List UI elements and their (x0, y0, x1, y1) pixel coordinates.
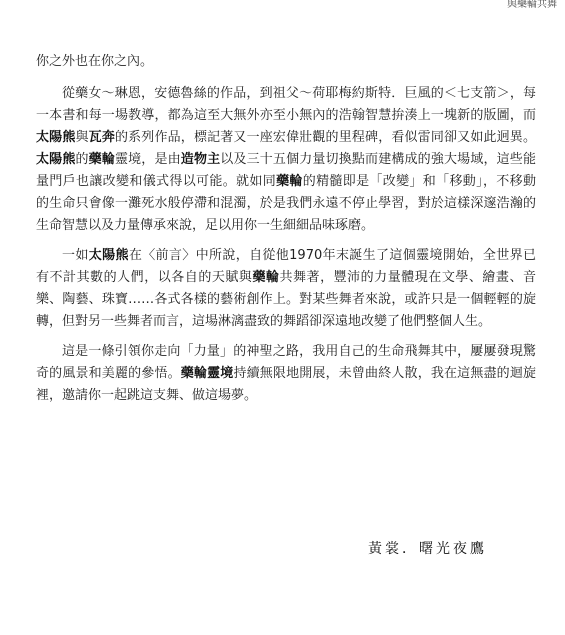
emphasized-term: 太陽熊 (88, 248, 129, 263)
text-run: 在〈前言〉中所說，自從他1970年末誕生了這個靈境開始，全世界已有不計其數的人們，以各自的天賦與 (36, 248, 536, 285)
emphasized-term: 瓦奔 (88, 130, 115, 145)
page-body (36, 51, 536, 415)
author-signature: 黃裳．曙光夜鷹 (368, 541, 487, 557)
text-run: 持續無限地開展，未曾曲終人散，我在這無盡的迴旋裡，邀請你一起跳這支舞、做這場夢。 (36, 366, 536, 403)
paragraph (36, 51, 536, 73)
text-run: 一如 (62, 248, 89, 263)
text-run: 這是一條引領你走向「力量」的神聖之路，我用自己的生命飛舞其中，屢屢發現驚奇的風景和美麗的參悟。 (36, 344, 536, 381)
emphasized-term: 太陽熊 (36, 130, 76, 145)
emphasized-term: 藥輪 (252, 270, 280, 285)
text-run: 靈境，是由 (114, 152, 181, 167)
text-run: 的系列作品，標記著又一座宏偉壯觀的里程碑，看似雷同卻又如此迥異。 (114, 130, 536, 145)
paragraph (36, 83, 536, 237)
text-run: 你之外也在你之內。 (36, 54, 154, 69)
text-run: 以及三十五個力量切換點而建構成的強大場域，這些能量門戶也讓改變和儀式得以可能。就如同 (36, 152, 536, 189)
text-run: 的 (75, 152, 89, 167)
running-header: 與藥輪共舞 (507, 0, 557, 10)
emphasized-term: 太陽熊 (36, 152, 76, 167)
text-run: 與 (75, 130, 89, 145)
paragraph (36, 245, 536, 333)
text-run: 的精髓即是「改變」和「移動」，不移動的生命只會像一灘死水般停滯和混濁，於是我們永遠不停止學習，對於這樣深邃浩瀚的生命智慧以及力量傳承來說，足以用你一生細細品味琢磨。 (36, 174, 536, 233)
emphasized-term: 造物主 (180, 152, 221, 167)
emphasized-term: 藥輪靈境 (180, 366, 234, 381)
text-run: 共舞著，豐沛的力量體現在文學、繪畫、音樂、陶藝、珠寶……各式各樣的藝術創作上。對某些舞者來說，或許只是一個輕輕的旋轉，但對另一些舞者而言，這場淋漓盡致的舞蹈卻深遠地改變了他們整個人生。 (36, 270, 536, 329)
emphasized-term: 藥輪 (88, 152, 115, 167)
emphasized-term: 藥輪 (276, 174, 303, 189)
paragraph (36, 341, 536, 407)
text-run: 從藥女～琳恩，安德魯絲的作品，到祖父～荷耶梅約斯特．巨風的＜七支箭＞，每一本書和每一場教導，都為這至大無外亦至小無內的浩翰智慧拚湊上一塊新的版圖，而 (36, 86, 536, 123)
